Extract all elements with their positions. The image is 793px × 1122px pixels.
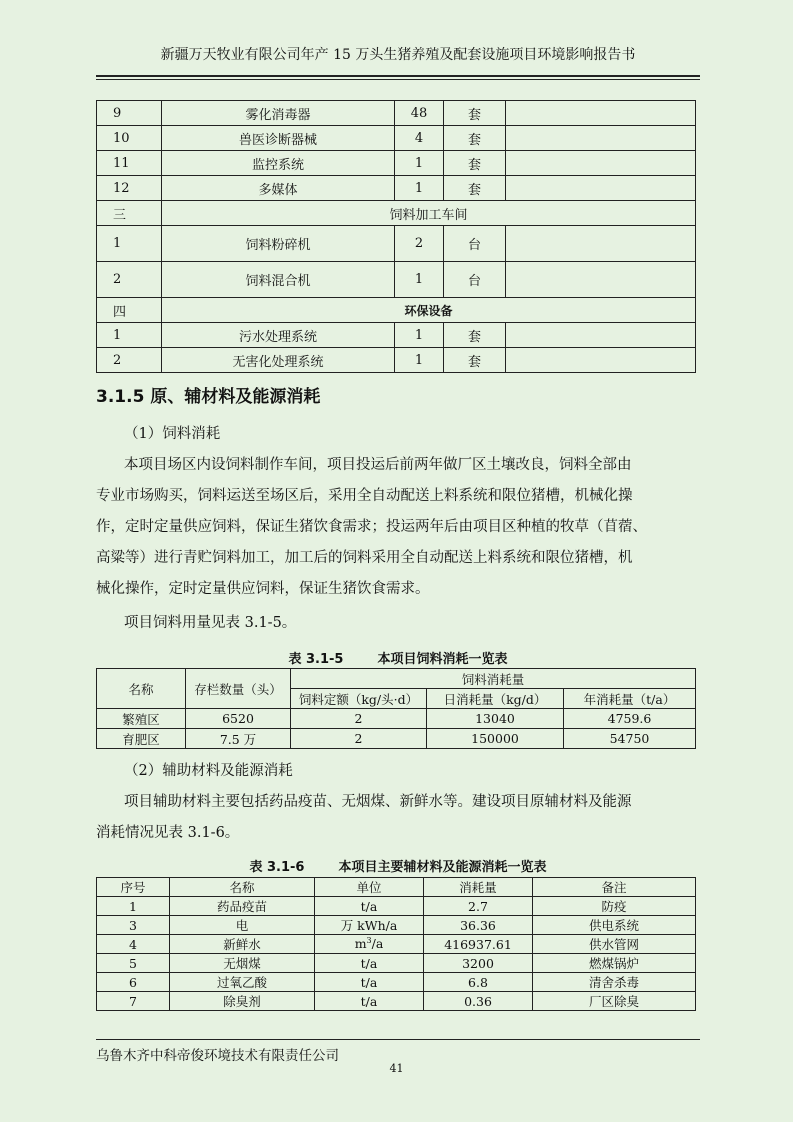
cell-note: 燃煤锅炉 xyxy=(533,954,696,973)
cell-unit: 套 xyxy=(444,101,506,126)
cell-unit: 套 xyxy=(444,348,506,373)
cell-daily: 13040 xyxy=(427,709,564,729)
cell-empty xyxy=(506,176,696,201)
table-row xyxy=(97,176,696,201)
cell-no: 11 xyxy=(97,151,162,176)
section-heading: 3.1.5 原、辅材料及能源消耗 xyxy=(96,387,321,407)
cell-name: 无害化处理系统 xyxy=(162,348,395,373)
paragraph-line: 本项目场区内设饲料制作车间，项目投运后前两年做厂区土壤改良，饲料全部由 xyxy=(124,457,632,473)
unit-base: m xyxy=(354,936,367,952)
cell-note: 清舍杀毒 xyxy=(533,973,696,992)
header-cell: 名称 xyxy=(170,878,315,897)
cell-empty xyxy=(506,262,696,298)
cell-no: 10 xyxy=(97,126,162,151)
table-row xyxy=(97,226,696,262)
cell-amount: 0.36 xyxy=(424,992,533,1011)
table-row xyxy=(97,101,696,126)
cell-no: 5 xyxy=(97,954,170,973)
cell-amount: 6.8 xyxy=(424,973,533,992)
cell-qty: 4 xyxy=(395,126,444,151)
cell-qty: 1 xyxy=(395,176,444,201)
cell-name: 繁殖区 xyxy=(97,709,186,729)
cell-empty xyxy=(506,126,696,151)
cell-qty: 1 xyxy=(395,262,444,298)
table-row xyxy=(97,348,696,373)
header-cell: 序号 xyxy=(97,878,170,897)
cell-note: 厂区除臭 xyxy=(533,992,696,1011)
cell-note: 供电系统 xyxy=(533,916,696,935)
cell-name: 雾化消毒器 xyxy=(162,101,395,126)
paragraph-line: 项目辅助材料主要包括药品疫苗、无烟煤、新鲜水等。建设项目原辅材料及能源 xyxy=(124,794,632,810)
section-no: 三 xyxy=(97,201,162,226)
cell-note: 防疫 xyxy=(533,897,696,916)
section-row xyxy=(97,298,696,323)
cell-no: 3 xyxy=(97,916,170,935)
header-stock: 存栏数量（头） xyxy=(186,669,291,709)
cell-name: 多媒体 xyxy=(162,176,395,201)
cell-empty xyxy=(506,226,696,262)
cell-name: 污水处理系统 xyxy=(162,323,395,348)
cell-unit: t/a xyxy=(315,973,424,992)
table-row xyxy=(97,916,696,935)
cell-unit: 套 xyxy=(444,126,506,151)
table-row xyxy=(97,992,696,1011)
paragraph-line: 械化操作，定时定量供应饲料，保证生猪饮食需求。 xyxy=(96,581,430,597)
section-row xyxy=(97,201,696,226)
table-caption xyxy=(96,648,700,667)
table-row xyxy=(97,729,696,749)
paragraph-aux xyxy=(96,787,700,849)
paragraph-line: 作，定时定量供应饲料，保证生猪饮食需求；投运两年后由项目区种植的牧草（苜蓿、 xyxy=(96,519,647,535)
cell-no: 1 xyxy=(97,226,162,262)
cell-unit: 万 kWh/a xyxy=(315,916,424,935)
caption-title: 本项目主要辅材料及能源消耗一览表 xyxy=(338,860,547,875)
cell-note: 供水管网 xyxy=(533,935,696,954)
header-rule-thin xyxy=(96,79,700,80)
cell-stock: 6520 xyxy=(186,709,291,729)
cell-amount: 3200 xyxy=(424,954,533,973)
cell-daily: 150000 xyxy=(427,729,564,749)
cell-name: 兽医诊断器械 xyxy=(162,126,395,151)
aux-table xyxy=(96,877,696,1011)
cell-unit: 套 xyxy=(444,176,506,201)
table-row xyxy=(97,323,696,348)
cell-qty: 1 xyxy=(395,348,444,373)
cell-no: 12 xyxy=(97,176,162,201)
subheading-aux: （2）辅助材料及能源消耗 xyxy=(124,763,293,779)
footer-company: 乌鲁木齐中科帝俊环境技术有限责任公司 xyxy=(96,1048,339,1064)
cell-amount: 2.7 xyxy=(424,897,533,916)
cell-unit: t/a xyxy=(315,992,424,1011)
page-number: 41 xyxy=(389,1062,404,1075)
header-name: 名称 xyxy=(97,669,186,709)
table-row xyxy=(97,126,696,151)
table-row xyxy=(97,897,696,916)
paragraph-line: 高粱等）进行青贮饲料加工，加工后的饲料采用全自动配送上料系统和限位猪槽，机 xyxy=(96,550,633,566)
cell-name: 无烟煤 xyxy=(170,954,315,973)
cell-stock: 7.5 万 xyxy=(186,729,291,749)
subheading-feed: （1）饲料消耗 xyxy=(124,426,221,442)
caption-number: 表 3.1-6 xyxy=(249,860,305,875)
paragraph-feed xyxy=(96,450,700,605)
cell-no: 7 xyxy=(97,992,170,1011)
table-row xyxy=(97,954,696,973)
cell-unit: 台 xyxy=(444,226,506,262)
cell-empty xyxy=(506,348,696,373)
cell-no: 6 xyxy=(97,973,170,992)
table-caption xyxy=(96,856,700,875)
cell-empty xyxy=(506,151,696,176)
cell-name: 育肥区 xyxy=(97,729,186,749)
cell-no: 2 xyxy=(97,262,162,298)
cell-name: 饲料粉碎机 xyxy=(162,226,395,262)
header-rule xyxy=(96,75,700,77)
cell-unit: 套 xyxy=(444,323,506,348)
cell-name: 药品疫苗 xyxy=(170,897,315,916)
header-quota: 饲料定额（kg/头·d） xyxy=(291,689,427,709)
header-daily: 日消耗量（kg/d） xyxy=(427,689,564,709)
cell-name: 除臭剂 xyxy=(170,992,315,1011)
cell-quota: 2 xyxy=(291,709,427,729)
table-row xyxy=(97,262,696,298)
table-row xyxy=(97,709,696,729)
cell-name: 新鲜水 xyxy=(170,935,315,954)
section-no: 四 xyxy=(97,298,162,323)
cell-qty: 48 xyxy=(395,101,444,126)
cell-annual: 4759.6 xyxy=(564,709,696,729)
cell-qty: 2 xyxy=(395,226,444,262)
table-row xyxy=(97,973,696,992)
header-group: 饲料消耗量 xyxy=(291,669,696,689)
equipment-table xyxy=(96,100,696,373)
cell-name: 过氧乙酸 xyxy=(170,973,315,992)
cell-name: 饲料混合机 xyxy=(162,262,395,298)
cell-qty: 1 xyxy=(395,151,444,176)
table-row xyxy=(97,151,696,176)
caption-number: 表 3.1-5 xyxy=(288,652,344,667)
table-header-row xyxy=(97,878,696,897)
cell-no: 1 xyxy=(97,323,162,348)
cell-annual: 54750 xyxy=(564,729,696,749)
unit-tail: /a xyxy=(371,936,384,952)
table-header-row xyxy=(97,669,696,689)
cell-no: 9 xyxy=(97,101,162,126)
feed-table xyxy=(96,668,696,749)
cell-unit: t/a xyxy=(315,897,424,916)
cell-empty xyxy=(506,101,696,126)
caption-title: 本项目饲料消耗一览表 xyxy=(377,652,508,667)
cell-quota: 2 xyxy=(291,729,427,749)
cell-no: 1 xyxy=(97,897,170,916)
cell-unit: 套 xyxy=(444,151,506,176)
cell-unit xyxy=(315,935,424,954)
cell-amount: 36.36 xyxy=(424,916,533,935)
page-header: 新疆万天牧业有限公司年产 15 万头生猪养殖及配套设施项目环境影响报告书 xyxy=(160,47,636,63)
cell-empty xyxy=(506,323,696,348)
table-row xyxy=(97,935,696,954)
header-cell: 备注 xyxy=(533,878,696,897)
paragraph-line: 消耗情况见表 3.1-6。 xyxy=(96,825,240,841)
header-cell: 消耗量 xyxy=(424,878,533,897)
footer-rule xyxy=(96,1039,700,1040)
unit-superscript: 3 xyxy=(366,936,372,946)
cell-qty: 1 xyxy=(395,323,444,348)
paragraph-ref: 项目饲料用量见表 3.1-5。 xyxy=(124,615,297,631)
cell-unit: 台 xyxy=(444,262,506,298)
cell-unit: t/a xyxy=(315,954,424,973)
header-cell: 单位 xyxy=(315,878,424,897)
cell-no: 2 xyxy=(97,348,162,373)
cell-name: 监控系统 xyxy=(162,151,395,176)
section-title: 环保设备 xyxy=(162,298,696,323)
paragraph-line: 专业市场购买，饲料运送至场区后，采用全自动配送上料系统和限位猪槽，机械化操 xyxy=(96,488,633,504)
cell-name: 电 xyxy=(170,916,315,935)
cell-amount: 416937.61 xyxy=(424,935,533,954)
section-title: 饲料加工车间 xyxy=(162,201,696,226)
cell-no: 4 xyxy=(97,935,170,954)
header-annual: 年消耗量（t/a） xyxy=(564,689,696,709)
